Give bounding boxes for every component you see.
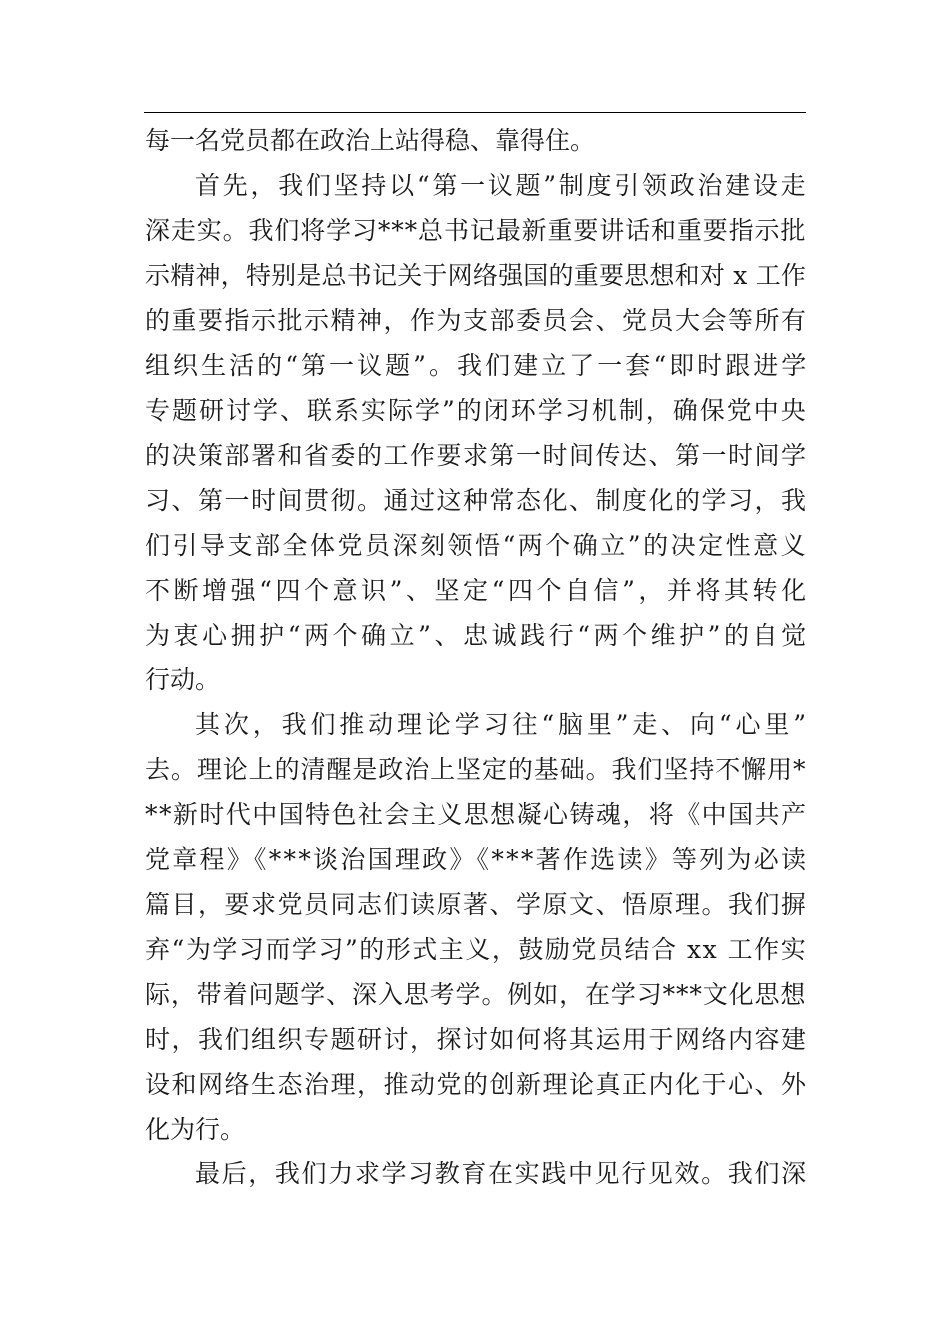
text-line: 行动。 (145, 665, 221, 694)
text-line: 化为行。 (145, 1115, 246, 1144)
text-line: 时，我们组织专题研讨，探讨如何将其运用于网络内容建 (145, 1025, 808, 1054)
paragraph-start-line: 最后，我们力求学习教育在实践中见行见效。我们深 (195, 1159, 808, 1188)
text-line: 示精神，特别是总书记关于网络强国的重要思想和对 x 工作 (145, 261, 807, 290)
text-line: 为衷心拥护“两个确立”、忠诚践行“两个维护”的自觉 (145, 621, 810, 650)
header-rule (144, 112, 806, 113)
text-line: 党章程》《***谈治国理政》《***著作选读》等列为必读 (145, 845, 809, 874)
text-line: 弃“为学习而学习”的形式主义，鼓励党员结合 xx 工作实 (145, 935, 808, 964)
text-line: 篇目，要求党员同志们读原著、学原文、悟原理。我们摒 (145, 890, 808, 919)
text-line: 深走实。我们将学习***总书记最新重要讲话和重要指示批 (145, 216, 807, 245)
text-line: 设和网络生态治理，推动党的创新理论真正内化于心、外 (145, 1070, 808, 1099)
paragraph-start-line: 首先，我们坚持以“第一议题”制度引领政治建设走 (195, 171, 809, 200)
text-line: 每一名党员都在政治上站得稳、靠得住。 (145, 126, 596, 155)
text-line: 际，带着问题学、深入思考学。例如，在学习***文化思想 (145, 980, 807, 1009)
text-line: 的决策部署和省委的工作要求第一时间传达、第一时间学 (145, 441, 808, 470)
text-line: 去。理论上的清醒是政治上坚定的基础。我们坚持不懈用* (145, 755, 807, 784)
text-line: 专题研讨学、联系实际学”的闭环学习机制，确保党中央 (145, 396, 808, 425)
text-line: 不断增强“四个意识”、坚定“四个自信”，并将其转化 (145, 576, 810, 605)
text-line: 组织生活的“第一议题”。我们建立了一套“即时跟进学 (145, 351, 810, 380)
text-line: 的重要指示批示精神，作为支部委员会、党员大会等所有 (145, 306, 808, 335)
text-line: **新时代中国特色社会主义思想凝心铸魂，将《中国共产 (145, 800, 808, 829)
paragraph-start-line: 其次，我们推动理论学习往“脑里”走、向“心里” (195, 710, 810, 739)
text-line: 习、第一时间贯彻。通过这种常态化、制度化的学习，我 (145, 486, 808, 515)
text-line: 们引导支部全体党员深刻领悟“两个确立”的决定性意义 (145, 531, 809, 560)
